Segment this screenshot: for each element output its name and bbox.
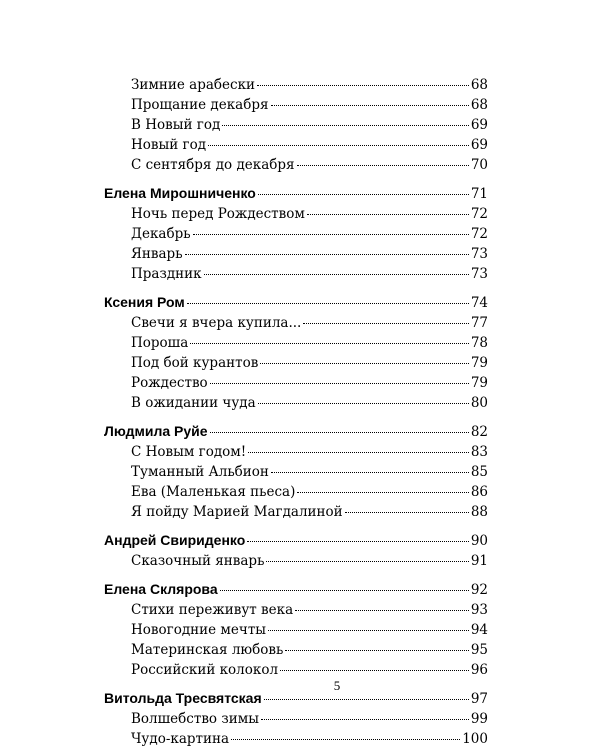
dot-leader bbox=[210, 383, 469, 384]
dot-leader bbox=[258, 194, 469, 195]
entry-title: Ночь перед Рождеством bbox=[131, 206, 305, 222]
author-name: Елена Склярова bbox=[104, 581, 218, 597]
entry-page-number: 68 bbox=[470, 77, 488, 93]
dot-leader bbox=[261, 719, 469, 720]
entry-page-number: 68 bbox=[470, 97, 488, 113]
entry-page-number: 95 bbox=[470, 642, 488, 658]
dot-leader bbox=[266, 561, 468, 562]
entry-page-number: 72 bbox=[470, 206, 488, 222]
author-name: Витольда Тресвятская bbox=[104, 690, 262, 706]
dot-leader bbox=[345, 512, 469, 513]
dot-leader bbox=[208, 145, 469, 146]
toc-entry bbox=[104, 353, 488, 373]
table-of-contents bbox=[104, 75, 488, 749]
toc-entry bbox=[104, 75, 488, 95]
toc-entry bbox=[104, 224, 488, 244]
entry-title: Праздник bbox=[131, 266, 202, 282]
entry-page-number: 83 bbox=[470, 444, 488, 460]
entry-page-number: 100 bbox=[462, 731, 488, 747]
entry-page-number: 73 bbox=[470, 246, 488, 262]
toc-entry bbox=[104, 244, 488, 264]
toc-entry bbox=[104, 551, 488, 571]
toc-entry bbox=[104, 640, 488, 660]
toc-entry bbox=[104, 115, 488, 135]
entry-title: Свечи я вчера купила... bbox=[131, 315, 302, 331]
dot-leader bbox=[260, 363, 468, 364]
dot-leader bbox=[297, 492, 468, 493]
entry-page-number: 92 bbox=[470, 582, 488, 598]
toc-entry bbox=[104, 600, 488, 620]
entry-page-number: 85 bbox=[470, 464, 488, 480]
entry-title: Новый год bbox=[131, 137, 207, 153]
dot-leader bbox=[185, 254, 469, 255]
entry-page-number: 80 bbox=[470, 395, 488, 411]
entry-page-number: 69 bbox=[470, 137, 488, 153]
toc-entry bbox=[104, 373, 488, 393]
toc-entry bbox=[104, 709, 488, 729]
dot-leader bbox=[187, 303, 469, 304]
toc-author-entry bbox=[104, 292, 488, 313]
entry-page-number: 70 bbox=[470, 157, 488, 173]
entry-title: Волшебство зимы bbox=[131, 711, 259, 727]
entry-title: Сказочный январь bbox=[131, 553, 265, 569]
entry-page-number: 73 bbox=[470, 266, 488, 282]
author-name: Андрей Свириденко bbox=[104, 532, 246, 548]
entry-title: Зимние арабески bbox=[131, 77, 256, 93]
toc-author-entry bbox=[104, 421, 488, 442]
toc-entry bbox=[104, 462, 488, 482]
toc-author-entry bbox=[104, 530, 488, 551]
dot-leader bbox=[190, 343, 469, 344]
entry-title: Материнская любовь bbox=[131, 642, 284, 658]
dot-leader bbox=[303, 323, 469, 324]
entry-title: С Новым годом! bbox=[131, 444, 247, 460]
toc-entry bbox=[104, 502, 488, 522]
toc-entry bbox=[104, 135, 488, 155]
dot-leader bbox=[264, 699, 469, 700]
toc-entry bbox=[104, 333, 488, 353]
entry-page-number: 90 bbox=[470, 533, 488, 549]
toc-entry bbox=[104, 660, 488, 680]
entry-title: Чудо-картина bbox=[131, 731, 230, 747]
entry-page-number: 71 bbox=[470, 186, 488, 202]
dot-leader bbox=[204, 274, 469, 275]
entry-title: Стихи переживут века bbox=[131, 602, 294, 618]
entry-page-number: 94 bbox=[470, 622, 488, 638]
entry-page-number: 74 bbox=[470, 295, 488, 311]
entry-title: С сентября до декабря bbox=[131, 157, 295, 173]
entry-page-number: 93 bbox=[470, 602, 488, 618]
dot-leader bbox=[210, 432, 469, 433]
author-name: Людмила Руйе bbox=[104, 423, 208, 439]
author-name: Елена Мирошниченко bbox=[104, 185, 256, 201]
toc-author-entry bbox=[104, 579, 488, 600]
toc-entry bbox=[104, 729, 488, 749]
dot-leader bbox=[220, 590, 469, 591]
dot-leader bbox=[247, 541, 469, 542]
toc-entry bbox=[104, 155, 488, 175]
entry-page-number: 82 bbox=[470, 424, 488, 440]
dot-leader bbox=[248, 452, 469, 453]
entry-title: Новогодние мечты bbox=[131, 622, 267, 638]
entry-page-number: 69 bbox=[470, 117, 488, 133]
dot-leader bbox=[285, 650, 468, 651]
entry-title: Под бой курантов bbox=[131, 355, 259, 371]
author-name: Ксения Ром bbox=[104, 294, 185, 310]
dot-leader bbox=[193, 234, 469, 235]
dot-leader bbox=[231, 739, 460, 740]
entry-title: Прощание декабря bbox=[131, 97, 269, 113]
dot-leader bbox=[295, 610, 469, 611]
entry-page-number: 99 bbox=[470, 711, 488, 727]
entry-title: Ева (Маленькая пьеса) bbox=[131, 484, 296, 500]
toc-entry bbox=[104, 442, 488, 462]
entry-title: Январь bbox=[131, 246, 183, 262]
entry-page-number: 86 bbox=[470, 484, 488, 500]
toc-entry bbox=[104, 95, 488, 115]
toc-author-entry bbox=[104, 183, 488, 204]
entry-title: Российский колокол bbox=[131, 662, 279, 678]
toc-entry bbox=[104, 393, 488, 413]
toc-entry bbox=[104, 204, 488, 224]
entry-title: Рождество bbox=[131, 375, 208, 391]
page-number: 5 bbox=[333, 678, 341, 693]
entry-page-number: 97 bbox=[470, 691, 488, 707]
dot-leader bbox=[258, 403, 469, 404]
entry-page-number: 79 bbox=[470, 355, 488, 371]
entry-page-number: 88 bbox=[470, 504, 488, 520]
dot-leader bbox=[257, 85, 469, 86]
toc-entry bbox=[104, 482, 488, 502]
entry-page-number: 72 bbox=[470, 226, 488, 242]
entry-title: Я пойду Марией Магдалиной bbox=[131, 504, 343, 520]
dot-leader bbox=[268, 630, 469, 631]
entry-page-number: 78 bbox=[470, 335, 488, 351]
entry-page-number: 91 bbox=[470, 553, 488, 569]
toc-entry bbox=[104, 313, 488, 333]
entry-title: В ожидании чуда bbox=[131, 395, 256, 411]
dot-leader bbox=[307, 214, 469, 215]
entry-title: Декабрь bbox=[131, 226, 191, 242]
entry-page-number: 77 bbox=[470, 315, 488, 331]
entry-page-number: 96 bbox=[470, 662, 488, 678]
entry-title: Туманный Альбион bbox=[131, 464, 269, 480]
dot-leader bbox=[297, 165, 469, 166]
dot-leader bbox=[271, 105, 469, 106]
toc-entry bbox=[104, 264, 488, 284]
entry-title: Пороша bbox=[131, 335, 189, 351]
dot-leader bbox=[280, 670, 469, 671]
dot-leader bbox=[222, 125, 469, 126]
entry-page-number: 79 bbox=[470, 375, 488, 391]
entry-title: В Новый год bbox=[131, 117, 221, 133]
toc-entry bbox=[104, 620, 488, 640]
dot-leader bbox=[271, 472, 469, 473]
